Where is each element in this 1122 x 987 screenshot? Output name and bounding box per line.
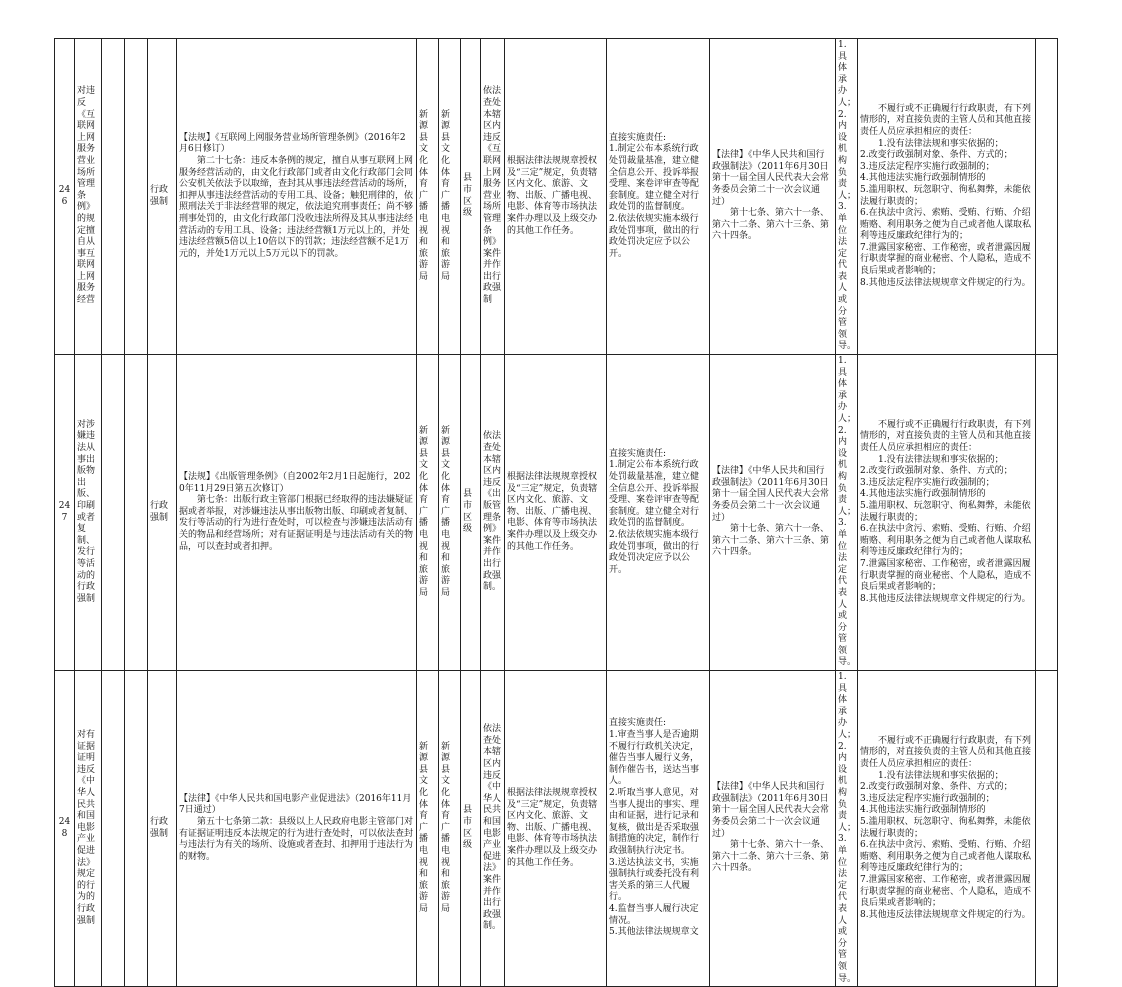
accountability-list: 1.没有法律法规和事实依据的； 2.改变行政强制对象、条件、方式的； 3.违反法定程序实施行政强制的； 4.其他违法实施行政强制情形的 5.滥用职权、玩忽职守、徇私舞弊，未能依法履行职责的； 6.在执法中贪污、索贿、受贿、行贿、介绍贿赂、利用职务之便为自己或者他人谋取私利等违反廉政纪律行为的； 7.泄露国家秘密、工作秘密，或者泄露因履行职责掌握的商业秘密、个人隐私，造成不良后果或者影响的； 8.其他违反法律法规规章文件规定的行为。	[860, 454, 1032, 604]
accountability-cases	[858, 39, 1036, 355]
accountability-law-title: 【法律】《中华人民共和国行政强制法》（2011年6月30日第十一届全国人民代表大会常务委员会第二十一次会议通过）	[712, 782, 830, 839]
item-name: 对涉嫌违法从事出版物出版、印刷或者复制、发行等活动的行政强制	[75, 355, 102, 671]
legal-basis-title: 【法规】《互联网上网服务营业场所管理条例》（2016年2月6日修订）	[179, 132, 406, 155]
legal-basis-text: 第七条：出版行政主管部门根据已经取得的违法嫌疑证据或者举报，对涉嫌违法从事出版物出版、印刷或者复制、发行等活动的行为进行查处时，可以检查与涉嫌违法活动有关的物品和经营场所；对有证据证明是与违法活动有关的物品，可以查封或者扣押。	[179, 495, 414, 552]
accountability-list: 1.没有法律法规和事实依据的； 2.改变行政强制对象、条件、方式的； 3.违反法定程序实施行政强制的； 4.其他违法实施行政强制情形的 5.滥用职权、玩忽职守、徇私舞弊，未能依法履行职责的； 6.在执法中贪污、索贿、受贿、行贿、介绍贿赂、利用职务之便为自己或者他人谋取私利等违反廉政纪律行为的； 7.泄露国家秘密、工作秘密，或者泄露因履行职责掌握的商业秘密、个人隐私，造成不良后果或者影响的； 8.其他违反法律法规规章文件规定的行为。	[860, 138, 1032, 288]
accountability-intro: 不履行或不正确履行行政职责，有下列情形的，对直接负责的主管人员和其他直接责任人员应承担相应的责任：	[860, 419, 1032, 453]
responsible-department: 新源县文化体育广播电视和旅游局	[439, 39, 461, 355]
legal-basis	[177, 355, 417, 671]
empty-cell	[102, 39, 125, 355]
table-row	[55, 355, 1058, 671]
responsible-department: 新源县文化体育广播电视和旅游局	[439, 671, 461, 987]
accountability-law-title: 【法律】《中华人民共和国行政强制法》（2011年6月30日第十一届全国人民代表大会常务委员会第二十一次会议通过）	[712, 150, 830, 207]
implementation-responsibility: 直接实施责任: 1.审查当事人是否逾期不履行行政机关决定，催告当事人履行义务，制作催告书，送达当事人。 2.听取当事人意见，对当事人提出的事实、理由和证据，进行记录和复核，做出是否采取强制措施的决定，制作行政强制执行决定书。 3.送达执法文书，实施强制执行或委托没有利害关系的第三人代履行。 4.监督当事人履行决定情况。 5.其他法律法规规章文	[607, 671, 710, 987]
item-number: 247	[55, 355, 75, 671]
enforcement-scope: 依法查处本辖区内违反《中华人民共和国电影产业促进法》案件并作出行政强制。	[481, 671, 505, 987]
legal-basis-text: 第五十七条第二款：县级以上人民政府电影主管部门对有证据证明违反本法规定的行为进行查处时，可以依法查封与违法行为有关的场所、设施或者查封、扣押用于违法行为的财物。	[179, 816, 414, 862]
power-list-table	[54, 38, 1058, 987]
accountability-cases	[858, 355, 1036, 671]
implementation-responsibility: 直接实施责任: 1.制定公布本系统行政处罚裁量基准，建立健全信息公开、投诉举报受理、案卷评审查等配套制度。建立健全对行政处罚的监督制度。 2.依法依规实施本级行政处罚事项，做出的行政处罚决定应予以公开。	[607, 39, 710, 355]
item-type: 行政强制	[148, 39, 177, 355]
responsibility-subject: 1.具体承办人；2.内设机构负责人；3.单位法定代表人或分管领导。	[836, 355, 858, 671]
legal-basis	[177, 671, 417, 987]
accountability-cases	[858, 671, 1036, 987]
item-number: 246	[55, 39, 75, 355]
accountability-basis	[710, 39, 836, 355]
exercise-level: 县市区级	[461, 671, 481, 987]
legal-basis-title: 【法律】《中华人民共和国电影产业促进法》（2016年11月7日通过）	[179, 793, 412, 816]
accountability-basis	[710, 355, 836, 671]
item-name: 对违反《互联网上网服务营业场所管理条例》的规定擅自从事互联网上网服务经营	[75, 39, 102, 355]
item-number: 248	[55, 671, 75, 987]
empty-cell	[125, 671, 148, 987]
responsibility-subject: 1.具体承办人；2.内设机构负责人；3.单位法定代表人或分管领导。	[836, 671, 858, 987]
accountability-basis	[710, 671, 836, 987]
item-type: 行政强制	[148, 355, 177, 671]
accountability-law-articles: 第十七条、第六十一条、第六十二条、第六十三条、第六十四条。	[712, 208, 830, 242]
legal-basis-title: 【法规】《出版管理条例》（自2002年2月1日起施行，2020年11月29日第五次修订）	[179, 471, 411, 494]
implementing-department: 新源县文化体育广播电视和旅游局	[417, 39, 439, 355]
empty-cell	[102, 355, 125, 671]
empty-cell	[1036, 39, 1058, 355]
implementation-responsibility: 直接实施责任: 1.制定公布本系统行政处罚裁量基准，建立健全信息公开、投诉举报受理、案卷评审查等配套制度。建立健全对行政处罚的监督制度。 2.依法依规实施本级行政处罚事项，做出的行政处罚决定应予以公开。	[607, 355, 710, 671]
table-row	[55, 39, 1058, 355]
empty-cell	[102, 671, 125, 987]
legal-basis-text: 第二十七条：违反本条例的规定，擅自从事互联网上网服务经营活动的，由文化行政部门或者由文化行政部门会同公安机关依法予以取缔，查封其从事违法经营活动的场所，扣押从事违法经营活动的专用工具、设备；触犯刑律的，依照刑法关于非法经营罪的规定，依法追究刑事责任；尚不够刑事处罚的，由文化行政部门没收违法所得及其从事违法经营活动的专用工具、设备；违法经营额1万元以上的，并处违法经营额5倍以上10倍以下的罚款；违法经营额不足1万元的，并处1万元以上5万元以下的罚款。	[179, 155, 414, 259]
accountability-law-articles: 第十七条、第六十一条、第六十二条、第六十三条、第六十四条。	[712, 840, 830, 874]
responsibility-matters: 根据法律法规规章授权及“三定”规定，负责辖区内文化、旅游、文物、出版、广播电视、电影、体育等市场执法案件办理以及上级交办的其他工作任务。	[505, 355, 607, 671]
empty-cell	[125, 39, 148, 355]
accountability-law-title: 【法律】《中华人民共和国行政强制法》（2011年6月30日第十一届全国人民代表大会常务委员会第二十一次会议通过）	[712, 466, 830, 523]
accountability-law-articles: 第十七条、第六十一条、第六十二条、第六十三条、第六十四条。	[712, 524, 830, 558]
empty-cell	[125, 355, 148, 671]
accountability-list: 1.没有法律法规和事实依据的； 2.改变行政强制对象、条件、方式的； 3.违反法定程序实施行政强制的； 4.其他违法实施行政强制情形的 5.滥用职权、玩忽职守、徇私舞弊，未能依法履行职责的； 6.在执法中贪污、索贿、受贿、行贿、介绍贿赂、利用职务之便为自己或者他人谋取私利等违反廉政纪律行为的； 7.泄露国家秘密、工作秘密，或者泄露因履行职责掌握的商业秘密、个人隐私，造成不良后果或者影响的； 8.其他违反法律法规规章文件规定的行为。	[860, 770, 1032, 920]
exercise-level: 县市区级	[461, 39, 481, 355]
implementing-department: 新源县文化体育广播电视和旅游局	[417, 671, 439, 987]
responsible-department: 新源县文化体育广播电视和旅游局	[439, 355, 461, 671]
item-type: 行政强制	[148, 671, 177, 987]
responsibility-matters: 根据法律法规规章授权及“三定”规定，负责辖区内文化、旅游、文物、出版、广播电视、电影、体育等市场执法案件办理以及上级交办的其他工作任务。	[505, 671, 607, 987]
accountability-intro: 不履行或不正确履行行政职责，有下列情形的，对直接负责的主管人员和其他直接责任人员应承担相应的责任：	[860, 735, 1032, 770]
implementing-department: 新源县文化体育广播电视和旅游局	[417, 355, 439, 671]
responsibility-subject: 1.具体承办人；2.内设机构负责人；3.单位法定代表人或分管领导。	[836, 39, 858, 355]
table-row	[55, 671, 1058, 987]
empty-cell	[1036, 355, 1058, 671]
accountability-intro: 不履行或不正确履行行政职责，有下列情形的，对直接负责的主管人员和其他直接责任人员应承担相应的责任：	[860, 103, 1032, 137]
enforcement-scope: 依法查处本辖区内违反《互联网上网服务营业场所管理条例》案件并作出行政强制	[481, 39, 505, 355]
exercise-level: 县市区级	[461, 355, 481, 671]
item-name: 对有证据证明违反《中华人民共和国电影产业促进法》规定的行为的行政强制	[75, 671, 102, 987]
enforcement-scope: 依法查处本辖区内违反《出版管理条例》案件并作出行政强制。	[481, 355, 505, 671]
empty-cell	[1036, 671, 1058, 987]
legal-basis	[177, 39, 417, 355]
responsibility-matters: 根据法律法规规章授权及“三定”规定，负责辖区内文化、旅游、文物、出版、广播电视、电影、体育等市场执法案件办理以及上级交办的其他工作任务。	[505, 39, 607, 355]
